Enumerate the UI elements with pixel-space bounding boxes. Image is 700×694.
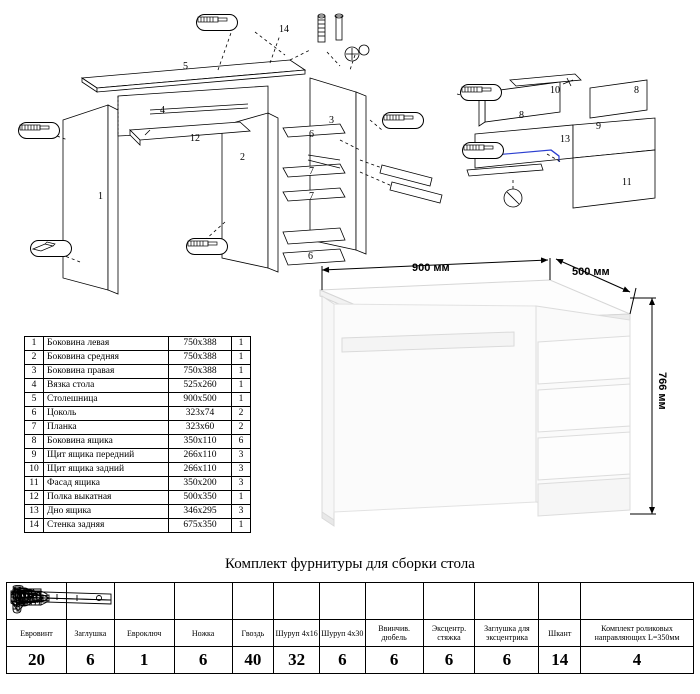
parts-cell-qt: 1 xyxy=(232,379,251,393)
hardware-qty: 6 xyxy=(475,647,539,674)
part-number-4: 4 xyxy=(160,105,165,116)
hardware-name: Шуруп 4х16 xyxy=(274,620,320,647)
hardware-qty: 6 xyxy=(365,647,423,674)
dowel-icon xyxy=(539,583,581,620)
hardware-name: Шкант xyxy=(539,620,581,647)
parts-cell-qt: 1 xyxy=(232,393,251,407)
hardware-qty: 32 xyxy=(274,647,320,674)
hardware-name: Эксцентр. стяжка xyxy=(423,620,475,647)
table-row xyxy=(25,393,251,407)
parts-cell-qt: 2 xyxy=(232,421,251,435)
hardware-name: Евровинт xyxy=(7,620,67,647)
dowel-screw-icon xyxy=(365,583,423,620)
drawer-part-9: 9 xyxy=(596,121,601,132)
euro-key-icon xyxy=(114,583,174,620)
parts-cell-idx: 13 xyxy=(25,505,44,519)
hardware-table xyxy=(6,582,694,674)
parts-cell-idx: 7 xyxy=(25,421,44,435)
parts-cell-nm: Полка выкатная xyxy=(44,491,169,505)
parts-cell-qt: 2 xyxy=(232,407,251,421)
table-row xyxy=(25,477,251,491)
hardware-qty: 1 xyxy=(114,647,174,674)
callout-hardware-left-5 xyxy=(382,112,424,129)
fastener-icons-top xyxy=(312,10,432,70)
parts-cell-sz: 750х388 xyxy=(169,365,232,379)
hardware-name: Гвоздь xyxy=(232,620,274,647)
parts-cell-idx: 14 xyxy=(25,519,44,533)
hardware-name: Шуруп 4х30 xyxy=(319,620,365,647)
part-number-5: 5 xyxy=(183,61,188,72)
parts-cell-nm: Боковина левая xyxy=(44,337,169,351)
parts-cell-nm: Фасад ящика xyxy=(44,477,169,491)
parts-cell-nm: Боковина средняя xyxy=(44,351,169,365)
parts-cell-nm: Щит ящика передний xyxy=(44,449,169,463)
callout-hardware-left-3 xyxy=(186,238,228,255)
parts-cell-qt: 3 xyxy=(232,449,251,463)
parts-cell-sz: 350х110 xyxy=(169,435,232,449)
hardware-qty: 40 xyxy=(232,647,274,674)
hardware-qty-row xyxy=(7,647,694,674)
parts-cell-nm: Щит ящика задний xyxy=(44,463,169,477)
hardware-icon-row xyxy=(7,583,694,620)
parts-cell-qt: 1 xyxy=(232,519,251,533)
parts-cell-idx: 11 xyxy=(25,477,44,491)
table-row xyxy=(25,365,251,379)
callout-hardware-right-2 xyxy=(462,142,504,159)
parts-cell-sz: 750х388 xyxy=(169,337,232,351)
parts-cell-sz: 323х60 xyxy=(169,421,232,435)
callout-hardware-left-4 xyxy=(196,14,238,31)
parts-cell-sz: 346х295 xyxy=(169,505,232,519)
parts-cell-nm: Планка xyxy=(44,421,169,435)
parts-cell-idx: 3 xyxy=(25,365,44,379)
hardware-qty: 6 xyxy=(319,647,365,674)
parts-cell-idx: 6 xyxy=(25,407,44,421)
parts-cell-nm: Столешница xyxy=(44,393,169,407)
hardware-name-row xyxy=(7,620,694,647)
hardware-qty: 20 xyxy=(7,647,67,674)
parts-cell-nm: Боковина ящика xyxy=(44,435,169,449)
hardware-qty: 6 xyxy=(174,647,232,674)
parts-cell-sz: 750х388 xyxy=(169,351,232,365)
leg-icon xyxy=(174,583,232,620)
parts-cell-sz: 350х200 xyxy=(169,477,232,491)
cam-lock-icon xyxy=(423,583,475,620)
drawer-part-8-b: 8 xyxy=(634,85,639,96)
parts-cell-sz: 500х350 xyxy=(169,491,232,505)
parts-cell-idx: 9 xyxy=(25,449,44,463)
cam-cap-icon xyxy=(475,583,539,620)
table-row xyxy=(25,421,251,435)
part-number-14: 14 xyxy=(279,24,289,35)
parts-cell-qt: 1 xyxy=(232,351,251,365)
parts-cell-qt: 3 xyxy=(232,463,251,477)
exploded-view-drawer xyxy=(455,70,700,290)
hardware-name: Заглушка для эксцентрика xyxy=(475,620,539,647)
parts-cell-sz: 266х110 xyxy=(169,463,232,477)
part-number-1: 1 xyxy=(98,191,103,202)
parts-cell-nm: Стенка задняя xyxy=(44,519,169,533)
table-row xyxy=(25,463,251,477)
table-row xyxy=(25,449,251,463)
parts-cell-qt: 1 xyxy=(232,365,251,379)
parts-cell-qt: 3 xyxy=(232,477,251,491)
hardware-name: Заглушка xyxy=(66,620,114,647)
parts-cell-nm: Боковина правая xyxy=(44,365,169,379)
parts-cell-nm: Вязка стола xyxy=(44,379,169,393)
screw-4x30-icon xyxy=(319,583,365,620)
finished-desk-drawing xyxy=(300,262,680,552)
hardware-name: Ввинчив. дюбель xyxy=(365,620,423,647)
parts-cell-idx: 2 xyxy=(25,351,44,365)
parts-cell-idx: 10 xyxy=(25,463,44,477)
parts-cell-idx: 12 xyxy=(25,491,44,505)
hardware-name: Евроключ xyxy=(114,620,174,647)
parts-cell-sz: 675х350 xyxy=(169,519,232,533)
part-number-7-a: 6 xyxy=(309,129,314,140)
slide-rail-icon xyxy=(581,583,694,620)
part-number-7-b: 7 xyxy=(309,166,314,177)
table-row xyxy=(25,337,251,351)
drawer-part-11: 11 xyxy=(622,177,632,188)
parts-cell-qt: 1 xyxy=(232,491,251,505)
parts-cell-nm: Цоколь xyxy=(44,407,169,421)
parts-cell-sz: 900х500 xyxy=(169,393,232,407)
drawer-part-10: 10 xyxy=(550,85,560,96)
hardware-qty: 14 xyxy=(539,647,581,674)
parts-table xyxy=(24,336,251,533)
table-row xyxy=(25,351,251,365)
dimension-height: 766 мм xyxy=(656,372,668,410)
screw-4x16-icon xyxy=(274,583,320,620)
table-row xyxy=(25,435,251,449)
dimension-width: 900 мм xyxy=(412,262,450,274)
table-row xyxy=(25,519,251,533)
drawer-part-13: 13 xyxy=(560,134,570,145)
parts-cell-sz: 525х260 xyxy=(169,379,232,393)
table-row xyxy=(25,505,251,519)
callout-hardware-left-2 xyxy=(30,240,72,257)
drawer-part-8-a: 8 xyxy=(519,110,524,121)
parts-cell-idx: 5 xyxy=(25,393,44,407)
parts-cell-sz: 323х74 xyxy=(169,407,232,421)
callout-hardware-right-1 xyxy=(460,84,502,101)
parts-cell-nm: Дно ящика xyxy=(44,505,169,519)
callout-hardware-left-1 xyxy=(18,122,60,139)
nail-icon xyxy=(232,583,274,620)
hardware-name: Ножка xyxy=(174,620,232,647)
part-number-7-c: 7 xyxy=(309,191,314,202)
dimension-depth: 500 мм xyxy=(572,266,610,278)
part-number-3: 3 xyxy=(329,115,334,126)
table-row xyxy=(25,379,251,393)
hardware-title: Комплект фурнитуры для сборки стола xyxy=(225,556,475,572)
table-row xyxy=(25,491,251,505)
parts-cell-idx: 1 xyxy=(25,337,44,351)
hardware-name: Комплект роликовых направляющих L=350мм xyxy=(581,620,694,647)
parts-cell-idx: 4 xyxy=(25,379,44,393)
table-row xyxy=(25,407,251,421)
part-number-12: 12 xyxy=(190,133,200,144)
part-number-2: 2 xyxy=(240,152,245,163)
parts-cell-sz: 266х110 xyxy=(169,449,232,463)
hardware-qty: 6 xyxy=(423,647,475,674)
hardware-qty: 6 xyxy=(66,647,114,674)
parts-cell-idx: 8 xyxy=(25,435,44,449)
hardware-qty: 4 xyxy=(581,647,694,674)
parts-cell-qt: 6 xyxy=(232,435,251,449)
parts-cell-qt: 1 xyxy=(232,337,251,351)
parts-cell-qt: 3 xyxy=(232,505,251,519)
part-number-6: 6 xyxy=(308,251,313,262)
